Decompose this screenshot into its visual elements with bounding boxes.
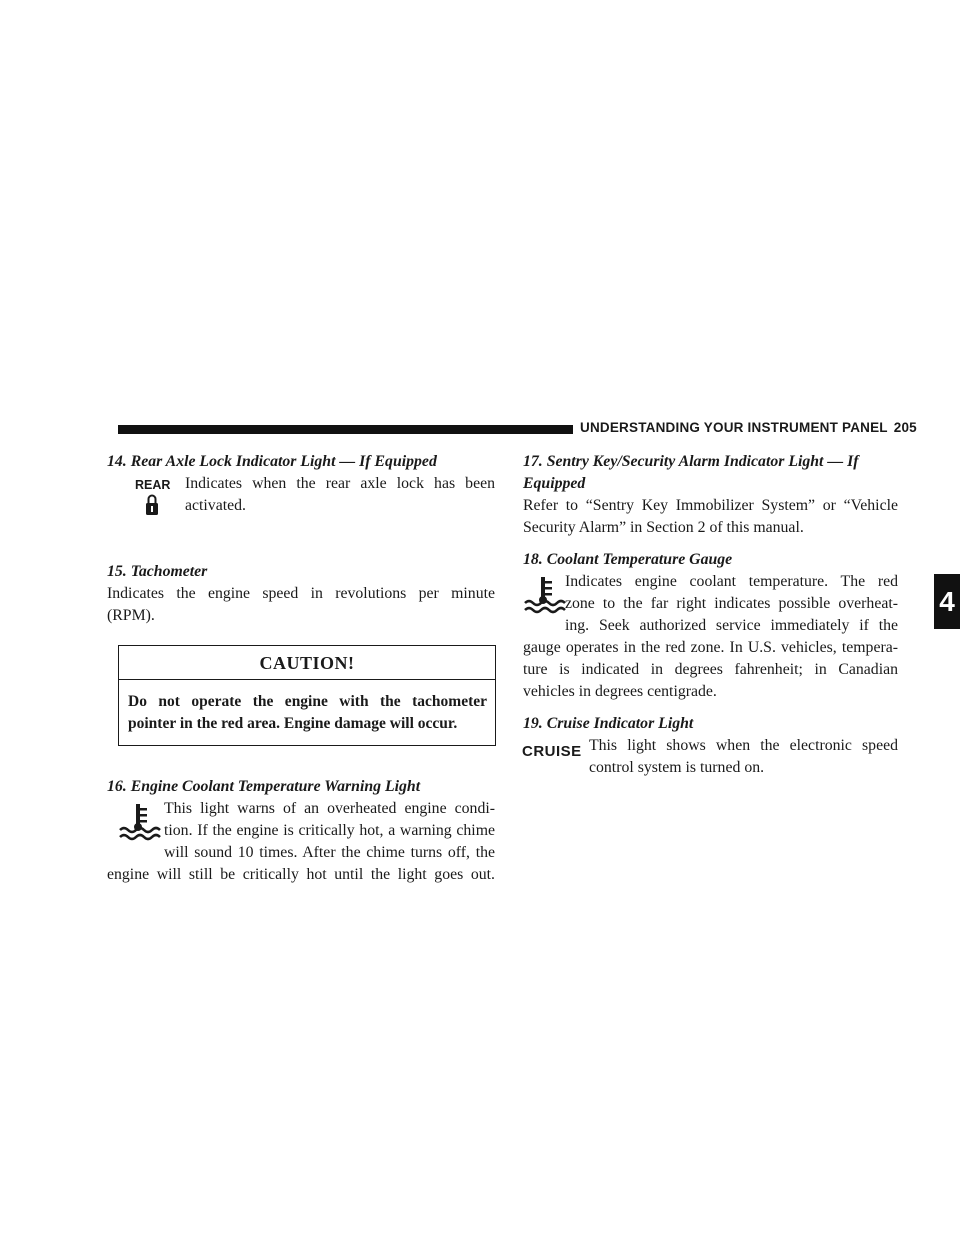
coolant-gauge-icon <box>522 575 566 622</box>
section-title: UNDERSTANDING YOUR INSTRUMENT PANEL <box>580 420 888 435</box>
left-column <box>107 451 495 886</box>
sentry-key-line2: Security Alarm” in Section 2 of this manual. <box>523 519 804 536</box>
rear-axle-line2: activated. <box>185 497 246 514</box>
caution-line1: Do not operate the engine with the tachometer <box>128 693 487 710</box>
rear-axle-paragraph <box>107 473 495 517</box>
caution-body <box>119 680 495 745</box>
rear-axle-heading: 14. Rear Axle Lock Indicator Light — If Equipped <box>107 453 437 470</box>
running-header <box>580 420 917 435</box>
coolant-warning-paragraph <box>107 798 495 886</box>
coolant-warning-line1: This light warns of an overheated engine condi- <box>164 800 495 817</box>
tachometer-line2: (RPM). <box>107 607 155 624</box>
coolant-gauge-paragraph <box>523 571 898 703</box>
tachometer-heading: 15. Tachometer <box>107 563 208 580</box>
caution-title: CAUTION! <box>119 646 495 680</box>
coolant-temperature-icon <box>117 802 161 849</box>
tachometer-line1: Indicates the engine speed in revolutions per minute <box>107 585 495 602</box>
rear-axle-lock-icon <box>133 475 171 530</box>
cruise-icon <box>522 741 582 763</box>
caution-box <box>118 645 496 746</box>
sentry-key-line1: Refer to “Sentry Key Immobilizer System” or “Vehicle <box>523 497 898 514</box>
cruise-line1: This light shows when the electronic speed <box>589 737 898 754</box>
coolant-warning-heading: 16. Engine Coolant Temperature Warning Light <box>107 778 421 795</box>
coolant-gauge-line2: zone to the far right indicates possible overheat- <box>565 595 898 612</box>
right-column <box>523 451 898 779</box>
sentry-key-heading-line1: 17. Sentry Key/Security Alarm Indicator Light — If <box>523 453 859 470</box>
coolant-warning-line4: engine will still be critically hot until the light goes out. <box>107 866 495 883</box>
cruise-paragraph <box>523 735 898 779</box>
coolant-gauge-line3: ing. Seek authorized service immediately if the <box>565 617 898 634</box>
coolant-gauge-line5: ture is indicated in degrees fahrenheit; in Canadian <box>523 661 898 678</box>
rear-icon-text: REAR <box>135 478 171 492</box>
cruise-line2: control system is turned on. <box>589 759 765 776</box>
coolant-warning-line3: will sound 10 times. After the chime turns off, the <box>164 844 495 861</box>
cruise-heading: 19. Cruise Indicator Light <box>523 715 694 732</box>
caution-line2: pointer in the red area. Engine damage will occur. <box>128 715 458 732</box>
rear-axle-line1: Indicates when the rear axle lock has been <box>185 475 495 492</box>
coolant-gauge-heading: 18. Coolant Temperature Gauge <box>523 551 733 568</box>
chapter-tab: 4 <box>934 574 960 629</box>
cruise-icon-text: CRUISE <box>522 743 582 760</box>
coolant-warning-line2: tion. If the engine is critically hot, a warning chime <box>164 822 495 839</box>
sentry-key-heading-line2: Equipped <box>523 475 586 492</box>
page-number: 205 <box>893 420 917 435</box>
header-rule <box>118 425 573 434</box>
coolant-gauge-line1: Indicates engine coolant temperature. The red <box>565 573 898 590</box>
coolant-gauge-line6: vehicles in degrees centigrade. <box>523 683 717 700</box>
coolant-gauge-line4: gauge operates in the red zone. In U.S. vehicles, tempera- <box>523 639 898 656</box>
